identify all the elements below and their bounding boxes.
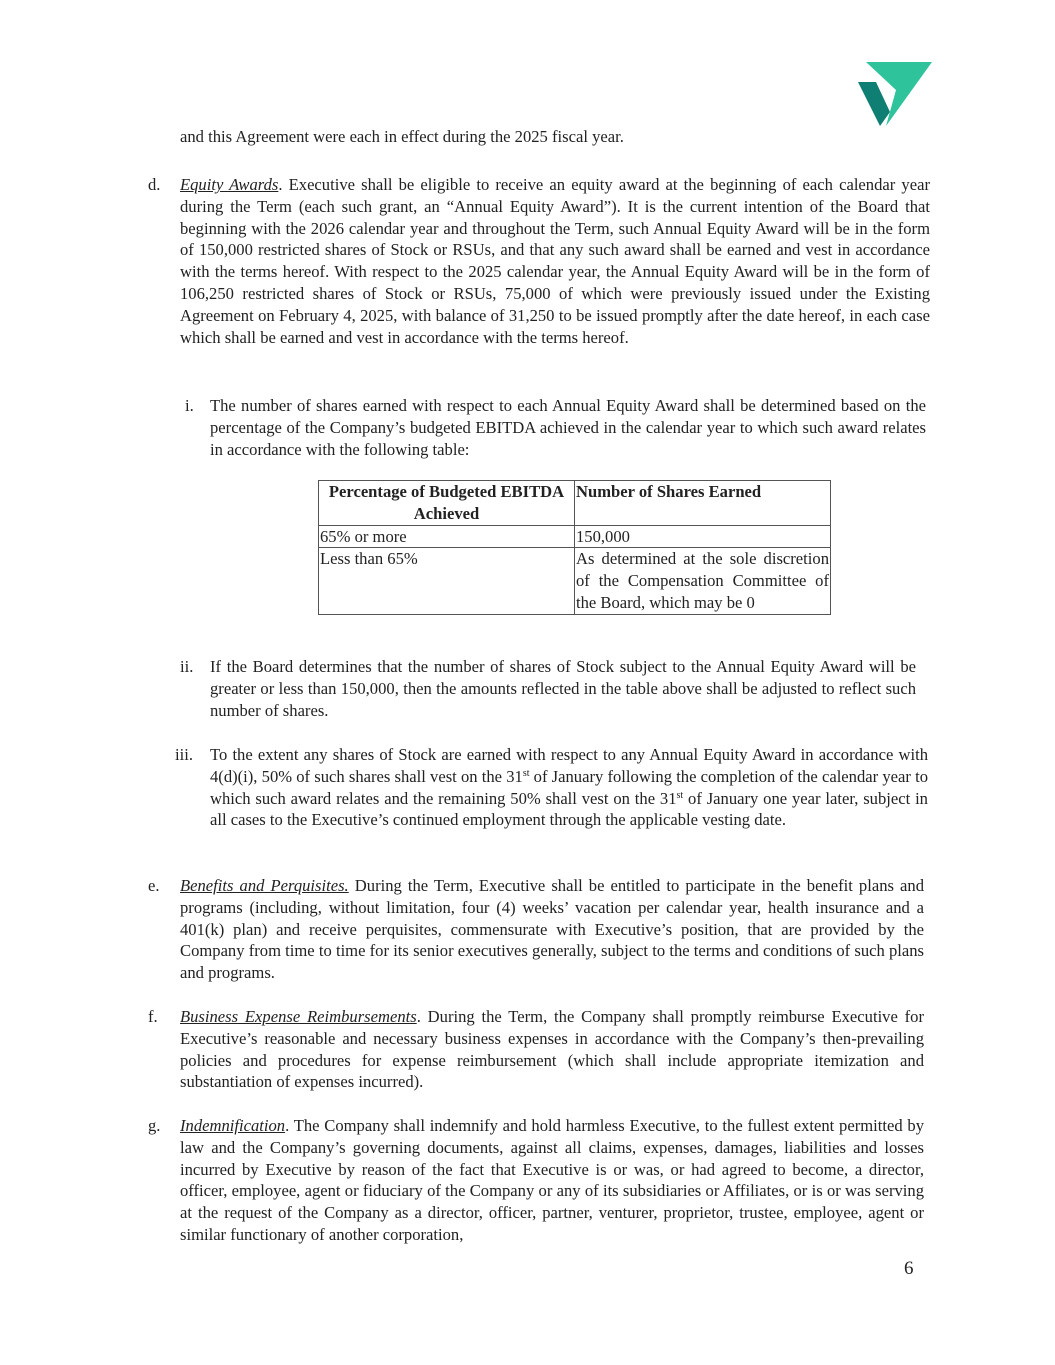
section-e-heading: Benefits and Perquisites. — [180, 876, 349, 895]
item-iii-paragraph — [210, 744, 928, 831]
item-iii-text-c: of January one year later, subject in all cases to the Executive’s continued employment through the applicable vesting date. — [210, 788, 928, 830]
page-number: 6 — [904, 1258, 914, 1279]
item-iii-sup-1: st — [522, 767, 530, 779]
section-d-paragraph — [180, 174, 930, 348]
intro-line: and this Agreement were each in effect during the 2025 fiscal year. — [180, 127, 624, 146]
section-g-heading: Indemnification — [180, 1116, 286, 1135]
logo-dark-stroke — [858, 82, 890, 126]
table-row — [319, 525, 831, 548]
company-logo-icon — [856, 60, 934, 128]
item-iii-text-b: of January following the completion of the calendar year to which such award relates and the remaining 50% shall vest on the 31 — [210, 766, 928, 808]
section-e-label: e. — [148, 876, 160, 895]
item-iii-text-a: To the extent any shares of Stock are earned with respect to any Annual Equity Award in accordance with 4(d)(i), 50% of such shares shall vest on the 31 — [210, 745, 928, 786]
table-header-percentage: Percentage of Budgeted EBITDA Achieved — [319, 481, 575, 526]
item-i-label: i. — [185, 396, 194, 415]
ebitda-shares-table — [318, 480, 831, 615]
section-g-text: . The Company shall indemnify and hold harmless Executive, to the fullest extent permitted by law and the Company’s governing documents, against all claims, expenses, damages, liabilities and losses incurred by Executive by reason of the fact that Executive is or was, or had agreed to become, a director, officer, employee, agent or fiduciary of the Company or any of its subsidiaries or Affiliates, or is or was serving at the request of the Company as a director, officer, partner, venturer, proprietor, trustee, employee, agent or similar functionary of another corporation, — [180, 1116, 924, 1244]
item-i-paragraph: The number of shares earned with respect to each Annual Equity Award shall be determined based on the percentage of the Company’s budgeted EBITDA achieved in the calendar year to which such award relates in accordance with the following table: — [210, 396, 926, 459]
table-header-shares: Number of Shares Earned — [575, 481, 831, 526]
item-ii-label: ii. — [180, 657, 194, 676]
section-f-label: f. — [148, 1007, 158, 1026]
section-f-heading: Business Expense Reimbursements — [180, 1007, 417, 1026]
section-e-text: During the Term, Executive shall be entitled to participate in the benefit plans and programs (including, without limitation, four (4) weeks’ vacation per calendar year, health insurance and a 401(k) plan) and receive perquisites, commensurate with Executive’s position, that are provided by the Company from time to time for its senior executives generally, subject to the terms and conditions of such plans and programs. — [180, 876, 924, 983]
table-header-row — [319, 481, 831, 526]
section-f-text: . During the Term, the Company shall promptly reimburse Executive for Executive’s reasonable and necessary business expenses in accordance with the Company’s then-prevailing policies and procedures for expense reimbursement (which shall include appropriate itemization and substantiation of expenses incurred). — [180, 1007, 925, 1092]
table-cell: 65% or more — [319, 525, 575, 548]
section-d-label: d. — [148, 175, 161, 194]
item-ii-paragraph: If the Board determines that the number of shares of Stock subject to the Annual Equity Award will be greater or less than 150,000, then the amounts reflected in the table above shall be adjusted to reflect such number of shares. — [210, 657, 916, 720]
table-cell: Less than 65% — [319, 548, 575, 614]
item-iii-sup-2: st — [676, 789, 684, 801]
section-g-paragraph — [180, 1115, 924, 1246]
section-g-label: g. — [148, 1116, 161, 1135]
table-cell: As determined at the sole discretion of the Compensation Committee of the Board, which may be 0 — [575, 548, 831, 614]
table-cell: 150,000 — [575, 525, 831, 548]
section-e-paragraph — [180, 875, 924, 984]
item-iii-label: iii. — [175, 745, 193, 764]
section-f-paragraph — [180, 1006, 924, 1093]
section-d-heading: Equity Awards — [180, 175, 279, 194]
section-d-text: . Executive shall be eligible to receive an equity award at the beginning of each calendar year during the Term (each such grant, an “Annual Equity Award”). It is the current intention of the Board that beginning with the 2026 calendar year and throughout the Term, such Annual Equity Award will be in the form of 150,000 restricted shares of Stock or RSUs, and that any such award shall be earned and vest in accordance with the terms hereof. With respect to the 2025 calendar year, the Annual Equity Award will be in the form of 106,250 restricted shares of Stock or RSUs, 75,000 of which were previously issued under the Existing Agreement on February 4, 2025, with balance of 31,250 to be issued promptly after the date hereof, in each case which shall be earned and vest in accordance with the terms hereof. — [180, 175, 930, 347]
table-row — [319, 548, 831, 614]
